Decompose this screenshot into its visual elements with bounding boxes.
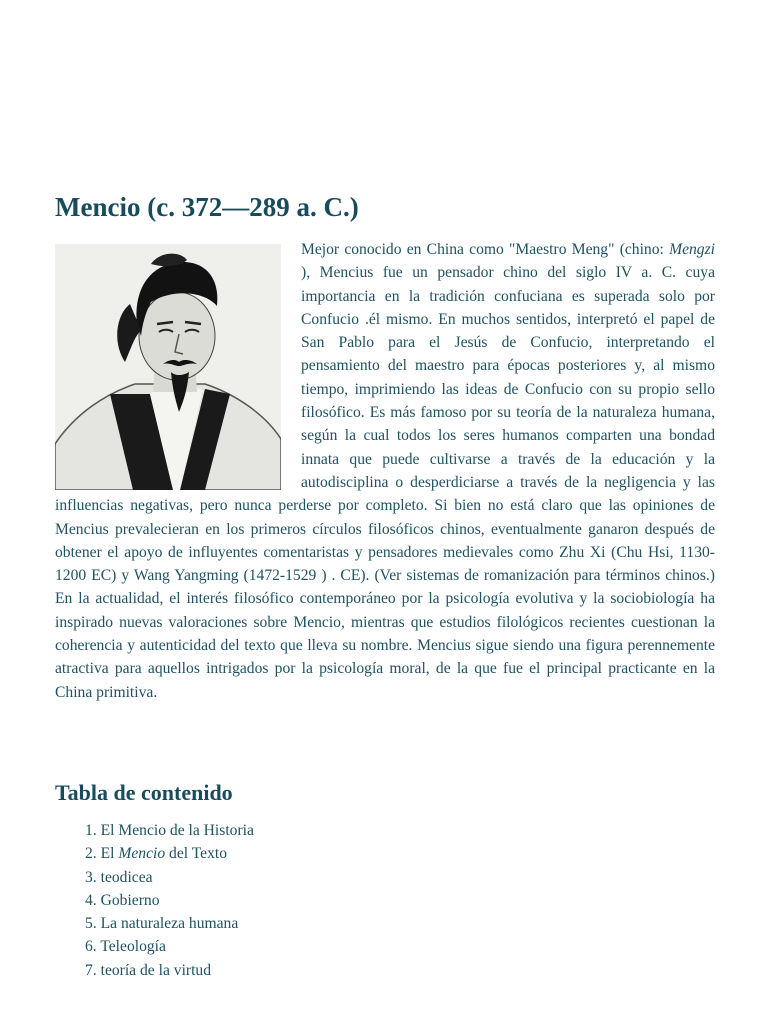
mencius-portrait-image (55, 244, 281, 490)
table-of-contents (85, 819, 254, 982)
toc-item-historia[interactable]: 1. El Mencio de la Historia (85, 822, 254, 839)
article-body: Mejor conocido en China como "Maestro Meng" (chino: Mengzi ), Mencius fue un pensador chino del siglo IV a. C. cuya importancia en la tradición confuciana es superada solo por Confucio .él mismo. En muchos sentidos, interpretó el papel de San Pablo para el Jesús de Confucio, interpretando el pensamiento del maestro para épocas posteriores y, al mismo tiempo, imprimiendo las ideas de Confucio con su propio sello filosófico. Es más famoso por su teoría de la naturaleza humana, según la cual todos los seres humanos comparten una bondad innata que puede cultivarse a través de la educación y la autodisciplina o desperdiciarse a través de la negligencia y las influencias negativas, pero nunca perderse por completo. Si bien no está claro que las opiniones de Mencius prevalecieran en los primeros círculos filosóficos chinos, eventualmente ganaron después de obtener el apoyo de influyentes comentaristas y pensadores medievales como Zhu Xi (Chu Hsi, 1130-1200 EC) y Wang Yangming (1472-1529 ) . CE). (Ver sistemas de romanización para términos chinos.) En la actualidad, el interés filosófico contemporáneo por la psicología evolutiva y la sociobiología ha inspirado nuevas valoraciones sobre Mencio, mientras que estudios filológicos recientes cuestionan la coherencia y autenticidad del texto que lleva su nombre. Mencius sigue siendo una figura perennemente atractiva para aquellos intrigados por la psicología moral, de la que fue el principal practicante en la China primitiva. (55, 241, 715, 701)
toc-heading: Tabla de contenido (55, 780, 233, 805)
toc-link-virtud[interactable]: teoría de la virtud (100, 961, 212, 979)
toc-link-texto[interactable]: El Mencio del Texto (100, 845, 227, 863)
page-title: Mencio (c. 372—289 a. C.) (55, 192, 359, 222)
toc-item-virtud[interactable]: 7. teoría de la virtud (85, 961, 212, 979)
toc-item-teodicea[interactable]: 3. teodicea (85, 868, 153, 886)
toc-item-gobierno[interactable]: 4. Gobierno (85, 891, 160, 909)
toc-link-gobierno[interactable]: Gobierno (100, 891, 160, 909)
toc-link-teleologia[interactable]: Teleología (100, 938, 166, 956)
toc-item-teleologia[interactable]: 6. Teleología (85, 938, 166, 956)
toc-item-texto[interactable]: 2. El Mencio del Texto (85, 845, 227, 863)
toc-link-historia[interactable]: El Mencio de la Historia (100, 822, 254, 839)
toc-item-naturaleza[interactable]: 5. La naturaleza humana (85, 915, 239, 933)
toc-link-naturaleza[interactable]: La naturaleza humana (100, 915, 239, 933)
mengzi-term: Mengzi (669, 241, 715, 258)
toc-link-teodicea[interactable]: teodicea (100, 868, 153, 886)
